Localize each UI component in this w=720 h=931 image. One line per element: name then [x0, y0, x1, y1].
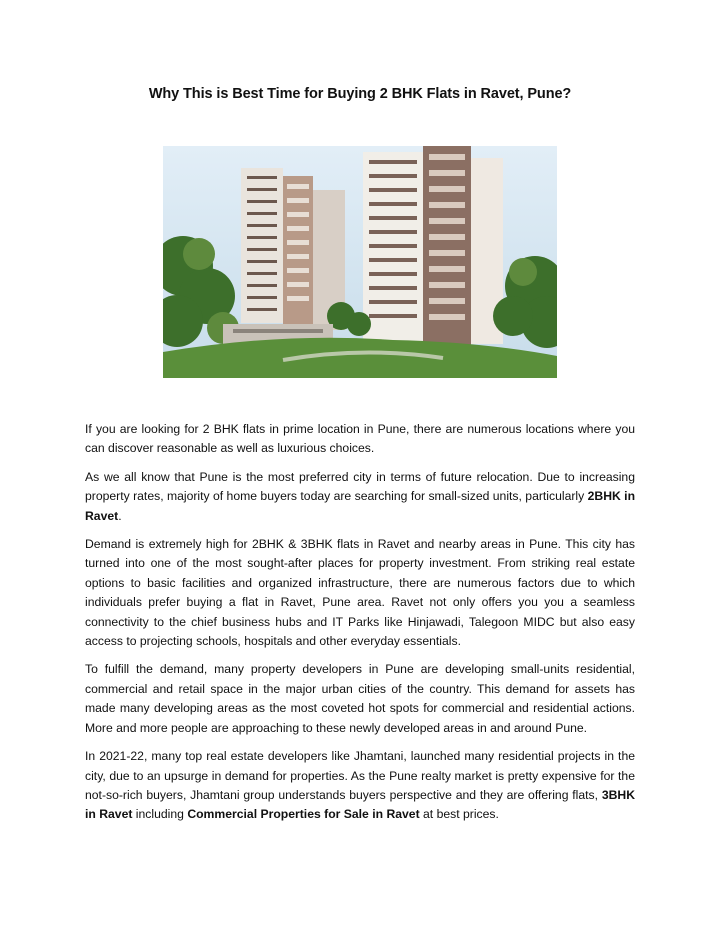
keyword-3bhk-in-ravet: 3BHK in Ravet — [85, 787, 635, 822]
article-body — [85, 420, 635, 834]
paragraph-end: at best prices. — [419, 807, 499, 822]
paragraph-text: including — [132, 807, 188, 822]
building-illustration-icon — [163, 146, 557, 378]
paragraph-3 — [85, 535, 635, 651]
paragraph-2 — [85, 468, 635, 526]
paragraph-text: In 2021-22, many top real estate developers like Jhamtani, launched many residential projects in the city, due to an upsurge in demand for properties. As the Pune realty market is pretty expensive for the not-so-rich buyers, Jhamtani group understands buyers perspective and they are offering flats, — [85, 749, 635, 802]
keyword-commercial-properties: Commercial Properties for Sale in Ravet — [187, 807, 420, 822]
paragraph-text: If you are looking for 2 BHK flats in prime location in Pune, there are numerous locations where you can discover reasonable as well as luxurious choices. — [85, 422, 635, 456]
paragraph-text: As we all know that Pune is the most preferred city in terms of future relocation. Due to increasing property rates, majority of home buyers today are searching for small-sized units, particularly — [85, 469, 635, 504]
keyword-2bhk-in-ravet: 2BHK in Ravet — [85, 489, 636, 523]
paragraph-5 — [85, 747, 635, 825]
building-photo — [163, 146, 557, 378]
page-title: Why This is Best Time for Buying 2 BHK Flats in Ravet, Pune? — [148, 86, 572, 102]
paragraph-end: . — [118, 508, 122, 523]
paragraph-text: To fulfill the demand, many property developers in Pune are developing small-units residential, commercial and retail space in the major urban cities of the country. This demand for assets has made many developing areas as the most coveted hot spots for commercial and residential actions. More and more people are approaching to these newly developed areas in and around Pune. — [85, 662, 635, 735]
paragraph-text: Demand is extremely high for 2BHK & 3BHK flats in Ravet and nearby areas in Pune. This city has turned into one of the most sought-after places for property investment. From striking real estate options to basic facilities and organized infrastructure, there are numerous factors due to which individuals prefer buying a flat in Ravet, Pune area. Ravet not only offers you you a seamless connectivity to the chief business hubs and IT Parks like Hinjawadi, Talegoon MIDC but also easy access to projecting schools, hospitals and other everyday essentials. — [85, 537, 635, 649]
paragraph-4 — [85, 660, 635, 738]
paragraph-1 — [85, 420, 635, 459]
